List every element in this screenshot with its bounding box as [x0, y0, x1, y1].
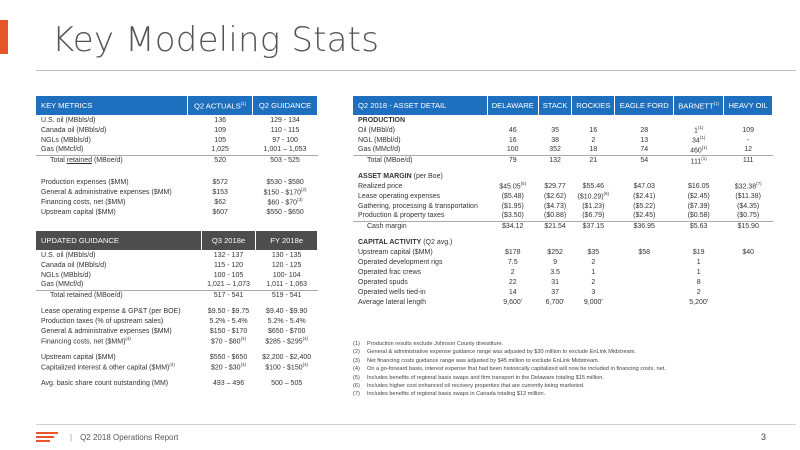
updated-guidance-header	[36, 231, 318, 250]
table-row	[36, 125, 318, 135]
updated-guidance-table	[36, 231, 318, 388]
row-label: Gas (MMcf/d)	[358, 146, 401, 154]
asset-value: 34$^{(1)}$	[692, 135, 706, 145]
total-row	[353, 155, 773, 165]
asset-value: $252	[547, 248, 563, 256]
actual-value: 109	[214, 126, 226, 134]
asset-value: ($3.50)	[501, 212, 524, 220]
asset-value: 1	[696, 258, 701, 266]
asset-value: 352	[549, 146, 561, 154]
asset-value: ($4.73)	[543, 202, 567, 210]
asset-value: 1	[696, 268, 701, 276]
footnote-number: (2)	[353, 349, 360, 356]
q3-value: 1,021 – 1,073	[207, 281, 250, 289]
fy-value: 5.2% - 5.4%	[267, 317, 306, 325]
company-logo-icon	[36, 432, 58, 442]
actual-value: $62	[214, 198, 226, 206]
asset-value: 79	[487, 155, 538, 165]
asset-value: 54	[615, 155, 674, 165]
row-label: Lease operating expenses	[358, 192, 441, 200]
table-row	[36, 270, 318, 280]
asset-value: 18	[589, 146, 598, 154]
margin-section-label: ASSET MARGIN (per Boe)	[358, 172, 443, 180]
table-row	[36, 135, 318, 145]
asset-value: $21.54	[538, 221, 571, 231]
asset-value: ($2.45)	[633, 212, 656, 220]
asset-value: 132	[538, 155, 571, 165]
row-label: General & administrative expenses ($MM)	[41, 188, 172, 196]
asset-value	[724, 267, 773, 277]
fy-value: 130 - 135	[271, 251, 302, 259]
footer-report-name: Q2 2018 Operations Report	[80, 432, 179, 442]
row-label: Operated wells tied-in	[358, 288, 426, 296]
asset-value: ($1.95)	[501, 202, 524, 210]
footnote-number: (3)	[353, 357, 360, 364]
asset-value: ($7.39)	[687, 202, 710, 210]
key-metrics-header-actuals: Q2 ACTUALS$^{(1)}$	[188, 96, 253, 115]
production-section-label: PRODUCTION	[358, 116, 406, 124]
footer-divider	[36, 424, 796, 425]
row-label: Gas (MMcf/d)	[41, 146, 84, 154]
table-row	[353, 247, 773, 257]
asset-value: $58	[638, 248, 651, 256]
guidance-value: 97 - 100	[272, 136, 298, 144]
asset-value: $34.12	[487, 221, 538, 231]
key-metrics-header-label: KEY METRICS	[36, 96, 188, 115]
fy-value: $285 - $295$^{(4)}$	[265, 336, 309, 346]
table-row	[36, 378, 318, 388]
table-row	[353, 277, 773, 287]
actual-value: 105	[214, 136, 226, 144]
asset-value: ($2.45)	[687, 192, 710, 200]
row-label: NGLs (MBbls/d)	[41, 271, 91, 279]
table-row	[353, 125, 773, 135]
table-row	[353, 297, 773, 307]
row-label: Realized price	[358, 182, 403, 190]
row-label: Production expenses ($MM)	[41, 178, 129, 186]
row-label: Production taxes (% of upstream sales)	[41, 317, 164, 325]
row-label: Financing costs, net ($MM)	[41, 198, 126, 206]
asset-value: 7.5	[507, 258, 518, 266]
asset-value: 21	[572, 155, 615, 165]
asset-detail-header	[353, 96, 773, 115]
table-row	[353, 181, 773, 191]
margin-section	[353, 171, 773, 181]
actual-value: 520	[188, 155, 253, 165]
key-metrics-header-guidance: Q2 GUIDANCE	[253, 96, 318, 115]
q3-value: 100 - 105	[213, 271, 244, 279]
asset-value: 38	[551, 136, 559, 144]
asset-value: $32.38$^{(7)}$	[734, 181, 762, 191]
asset-value	[615, 257, 674, 267]
footnote-number: (1)	[353, 341, 360, 347]
asset-value: ($0.75)	[737, 212, 760, 220]
footer-separator: |	[70, 432, 73, 442]
actual-value: $607	[212, 208, 228, 216]
footnote	[353, 357, 666, 365]
footnote	[353, 374, 666, 382]
table-row	[36, 326, 318, 336]
asset-value	[724, 297, 773, 307]
table-row	[353, 211, 773, 221]
fy-value: 120 - 125	[271, 261, 302, 269]
row-label: Operated spuds	[358, 278, 408, 286]
guidance-value: 1,001 – 1,053	[263, 146, 307, 154]
footnote	[353, 340, 666, 348]
table-row	[36, 207, 318, 217]
footnote-number: (7)	[353, 391, 360, 398]
guidance-value: 129 - 134	[270, 116, 300, 124]
table-row	[36, 306, 318, 316]
asset-value: 2	[591, 136, 596, 144]
asset-value: ($5.22)	[633, 202, 656, 210]
row-label: General & administrative expenses ($MM)	[41, 327, 172, 335]
asset-value: 111$^{(1)}$	[674, 155, 724, 165]
footnote	[353, 382, 666, 390]
asset-value	[724, 257, 773, 267]
asset-value: 111	[724, 155, 773, 165]
fy-value: $2,200 - $2,400	[262, 353, 312, 361]
row-label: NGL (MBbl/d)	[358, 136, 401, 144]
row-label: Upstream capital ($MM)	[41, 353, 116, 361]
asset-value: ($10.29)$^{(6)}$	[577, 191, 610, 201]
asset-value: ($0.58)	[687, 212, 710, 220]
guidance-value: $150 - $170$^{(2)}$	[263, 187, 307, 197]
row-label: U.S. oil (MBbls/d)	[41, 116, 96, 124]
asset-value	[615, 297, 674, 307]
table-row	[36, 280, 318, 290]
asset-value: 1	[591, 268, 596, 276]
asset-value: 37	[551, 288, 559, 296]
asset-detail-table	[353, 96, 773, 307]
asset-value	[615, 267, 674, 277]
asset-value: 28	[640, 126, 649, 134]
table-row	[36, 145, 318, 155]
asset-value	[724, 287, 773, 297]
asset-header-6: HEAVY OIL	[724, 96, 773, 115]
q3-value: 132 - 137	[213, 251, 244, 259]
asset-value	[615, 277, 674, 287]
title-accent-bar	[0, 20, 8, 54]
asset-value: 2	[510, 268, 515, 276]
guidance-value: $530 - $580	[266, 178, 304, 186]
asset-value: 16	[589, 126, 598, 134]
asset-value: $19	[692, 248, 705, 256]
asset-value: 13	[640, 136, 649, 144]
total-row	[36, 290, 318, 300]
q3-value: 493 – 496	[212, 379, 245, 387]
title-divider	[36, 70, 796, 71]
asset-value: $47.03	[633, 182, 655, 190]
asset-value: 2	[591, 258, 596, 266]
asset-value: $178	[504, 248, 521, 256]
asset-value: ($6.79)	[582, 212, 605, 220]
asset-value: 100	[506, 146, 519, 154]
table-row	[36, 260, 318, 270]
table-row	[353, 287, 773, 297]
row-label: Total retained (MBoe/d)	[36, 155, 188, 165]
asset-header-1: DELAWARE	[487, 96, 538, 115]
capital-section-label: CAPITAL ACTIVITY (Q2 avg.)	[358, 238, 453, 246]
asset-value: 8	[696, 278, 701, 286]
asset-value: 31	[551, 278, 559, 286]
footnote	[353, 365, 666, 373]
updated-guidance-header-fy: FY 2018e	[256, 231, 318, 250]
asset-value: $15.90	[724, 221, 773, 231]
row-label: Gathering, processing & transportation	[358, 202, 478, 210]
asset-value: ($11.38)	[735, 192, 761, 200]
row-label: Total retained (MBoe/d)	[36, 290, 201, 300]
asset-value: $45.05$^{(5)}$	[499, 181, 527, 191]
guidance-value: $550 - $650	[266, 208, 304, 216]
actual-value: 136	[214, 116, 226, 124]
table-row	[353, 135, 773, 145]
fy-value: 100- 104	[272, 271, 301, 279]
q3-value: 517 - 541	[201, 290, 256, 300]
asset-value: ($2.41)	[633, 192, 656, 200]
asset-value: 2	[696, 288, 701, 296]
guidance-value: $60 - $70$^{(3)}$	[267, 197, 303, 207]
asset-value: $35	[587, 248, 600, 256]
row-label: Lease operating expense & GP&T (per BOE)	[41, 307, 181, 315]
row-label: Oil (MBbl/d)	[358, 126, 395, 134]
fy-value: 500 – 505	[271, 379, 303, 387]
row-label: U.S. oil (MBbls/d)	[41, 251, 96, 259]
asset-value: $16.05	[687, 182, 710, 190]
asset-value: 16	[508, 136, 517, 144]
footnote	[353, 390, 666, 398]
actual-value: $153	[212, 188, 228, 196]
q3-value: $9.50 - $9.75	[207, 307, 250, 315]
guidance-value: 503 - 525	[253, 155, 318, 165]
guidance-value: 110 - 115	[270, 126, 300, 134]
row-label: Upstream capital ($MM)	[41, 208, 116, 216]
footnote-text: Includes higher cost enhanced oil recovery properties that are currently being marketed.	[367, 383, 585, 390]
actual-value: 1,025	[211, 146, 229, 154]
page-number: 3	[760, 432, 766, 442]
footer	[36, 430, 766, 444]
footnote	[353, 348, 666, 356]
asset-header-3: ROCKIES	[572, 96, 615, 115]
row-label: Production & property taxes	[358, 212, 445, 220]
q3-value: $150 - $170	[209, 327, 248, 335]
asset-value: $29.77	[544, 182, 566, 190]
fy-value: $650 - $700	[267, 327, 306, 335]
footnotes	[353, 340, 666, 399]
asset-value	[724, 277, 773, 287]
row-label: Average lateral length	[358, 298, 426, 306]
table-row	[353, 267, 773, 277]
table-row	[36, 250, 318, 260]
asset-value: ($4.35)	[737, 202, 760, 210]
row-label: Gas (MMcf/d)	[41, 281, 84, 289]
row-label: Capitalized interest & other capital ($MM)$^{(4)}$	[41, 362, 175, 372]
table-row	[36, 187, 318, 197]
asset-value: $37.15	[572, 221, 615, 231]
q3-value: 115 - 120	[214, 261, 244, 269]
table-row	[36, 362, 318, 372]
q3-value: 5.2% - 5.4%	[209, 317, 248, 325]
table-row	[36, 115, 318, 125]
table-row	[36, 352, 318, 362]
q3-value: $70 - $80$^{(4)}$	[210, 336, 247, 346]
table-row	[353, 145, 773, 155]
asset-value	[615, 287, 674, 297]
asset-value: 74	[640, 146, 649, 154]
total-row	[36, 155, 318, 165]
asset-value: ($5.48)	[501, 192, 524, 200]
row-label: Total (MBoe/d)	[353, 155, 487, 165]
updated-guidance-header-label: UPDATED GUIDANCE	[36, 231, 201, 250]
actual-value: $572	[212, 178, 228, 186]
footnote-text: General & administrative expense guidance range was adjusted by $30 million to exclude EnLink Midstream.	[367, 349, 636, 356]
asset-header-4: EAGLE FORD	[615, 96, 674, 115]
row-label: Operated frac crews	[358, 268, 422, 276]
updated-guidance-header-q3: Q3 2018e	[201, 231, 256, 250]
asset-value: 109	[742, 126, 754, 134]
key-metrics-header	[36, 96, 318, 115]
total-row	[353, 221, 773, 231]
asset-value: $5.63	[674, 221, 724, 231]
fy-value: 1,011 - 1,063	[266, 281, 308, 289]
asset-value: 9,600'	[503, 298, 523, 306]
row-label: Financing costs, net ($MM)$^{(4)}$	[41, 336, 131, 346]
footnote-number: (6)	[353, 383, 360, 390]
asset-value: 6,700'	[545, 298, 565, 306]
asset-value: 9,000'	[583, 298, 603, 306]
asset-value: 9	[553, 258, 558, 266]
fy-value: $9.40 - $9.90	[266, 307, 308, 315]
asset-header-5: BARNETT$^{(1)}$	[674, 96, 724, 115]
asset-value: 35	[551, 126, 559, 134]
table-row	[36, 336, 318, 346]
page-title: Key Modeling Stats	[52, 20, 380, 60]
asset-value: ($0.88)	[543, 212, 567, 220]
q3-value: $550 - $650	[209, 353, 248, 361]
table-row	[36, 197, 318, 207]
asset-value: ($2.62)	[543, 192, 567, 200]
footnote-text: Production results exclude Johnson County divestiture.	[367, 341, 504, 347]
row-label: Canada oil (MBbls/d)	[41, 126, 107, 134]
table-row	[353, 257, 773, 267]
asset-value: 22	[508, 278, 517, 286]
asset-value: 460$^{(1)}$	[690, 145, 708, 155]
table-row	[353, 201, 773, 211]
asset-value: 2	[591, 278, 596, 286]
asset-header-2: STACK	[538, 96, 571, 115]
footnote-text: On a go-forward basis, interest expense that had been historically capitalized will now be included in financing costs, net.	[367, 366, 666, 373]
table-row	[36, 177, 318, 187]
footnote-text: Includes benefits of regional basis swaps in Canada totaling $12 million.	[367, 391, 546, 398]
asset-value: $36.95	[615, 221, 674, 231]
asset-value: $55.46	[582, 182, 605, 190]
table-row	[353, 191, 773, 201]
row-label: Upstream capital ($MM)	[358, 248, 433, 256]
row-label: Cash margin	[353, 221, 487, 231]
footnote-number: (4)	[353, 366, 360, 373]
asset-value: 3	[591, 288, 596, 296]
asset-value: 1$^{(1)}$	[693, 125, 704, 135]
asset-header-0: Q2 2018 - ASSET DETAIL	[353, 96, 487, 115]
row-label: NGLs (MBbls/d)	[41, 136, 91, 144]
footnote-text: Net financing costs guidance range was adjusted by $45 million to exclude EnLink Midstream.	[367, 357, 600, 364]
table-row	[36, 316, 318, 326]
asset-value: 14	[508, 288, 517, 296]
footnote-text: Includes benefits of regional basis swaps and firm transport in the Delaware totaling $15 million.	[367, 374, 604, 381]
production-section	[353, 115, 773, 125]
asset-value: 5,200'	[689, 298, 709, 306]
key-metrics-table	[36, 96, 318, 217]
asset-value: $40	[742, 248, 754, 256]
asset-value: -	[746, 136, 750, 144]
asset-value: 12	[744, 146, 753, 154]
footnote-number: (5)	[353, 374, 360, 381]
q3-value: $20 - $30$^{(4)}$	[210, 362, 247, 372]
row-label: Operated development rigs	[358, 258, 443, 266]
asset-value: 3.5	[550, 268, 560, 276]
fy-value: $100 - $150$^{(4)}$	[265, 362, 309, 372]
row-label: Avg. basic share count outstanding (MM)	[41, 379, 169, 387]
asset-value: ($1.23)	[582, 202, 605, 210]
capital-section	[353, 237, 773, 247]
row-label: Canada oil (MBbls/d)	[41, 261, 107, 269]
fy-value: 519 - 541	[256, 290, 318, 300]
asset-value: 46	[508, 126, 517, 134]
